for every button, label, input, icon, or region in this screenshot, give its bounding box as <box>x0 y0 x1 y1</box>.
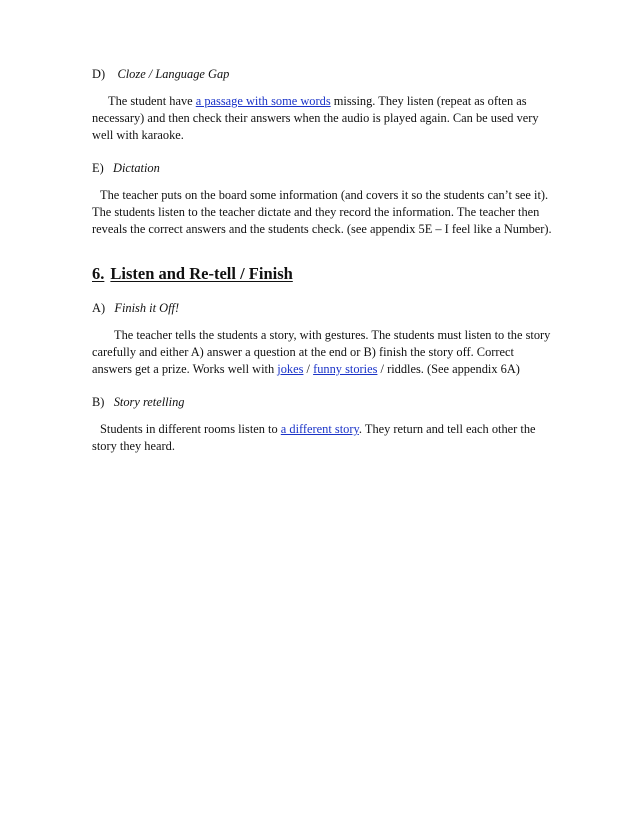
item-e-text: The teacher puts on the board some information (and covers it so the students can’t see it). The students listen to the teacher dictate and they record the information. The teacher then reveals the correct answers and the students check. (see appendix 5E – I feel like a Number). <box>92 188 552 236</box>
item-d-text-after: missing. They listen (repeat as often as necessary) and then check their answers when the audio is played again. Can be used very well with karaoke. <box>92 94 539 142</box>
item-d-paragraph <box>92 93 552 144</box>
item-d-text-before: The student have <box>108 94 196 108</box>
item-a-text-before: The teacher tells the students a story, with gestures. The students must listen to the story carefully and either A) answer a question at the end or B) finish the story off. Correct answers get a prize. Works well with <box>92 328 551 376</box>
item-b-title: Story retelling <box>113 395 185 409</box>
passage-link[interactable]: a passage with some words <box>195 94 331 108</box>
jokes-link[interactable]: jokes <box>277 362 304 376</box>
item-a-text-after: / riddles. (See appendix 6A) <box>377 362 520 376</box>
item-a-letter: A) <box>92 301 106 315</box>
item-a-title: Finish it Off! <box>114 301 180 315</box>
item-e-heading <box>92 160 552 177</box>
item-a-separator: / <box>303 362 314 376</box>
item-b-text-before: Students in different rooms listen to <box>100 422 281 436</box>
item-d-title: Cloze / Language Gap <box>117 67 230 81</box>
item-d-heading <box>92 66 552 83</box>
item-a-paragraph <box>92 327 552 378</box>
item-b-text-after: . They return and tell each other the story they heard. <box>92 422 536 453</box>
item-b-paragraph <box>92 421 552 455</box>
item-e-letter: E) <box>92 161 104 175</box>
different-story-link[interactable]: a different story <box>280 422 359 436</box>
section-6-title: Listen and Re-tell / Finish <box>110 264 293 283</box>
item-a-heading <box>92 300 552 317</box>
item-b-heading <box>92 394 552 411</box>
section-6-number: 6. <box>92 264 105 283</box>
item-e-paragraph <box>92 187 552 238</box>
item-e-title: Dictation <box>113 161 160 175</box>
document-body <box>92 66 552 455</box>
item-b-letter: B) <box>92 395 105 409</box>
item-d-letter: D) <box>92 67 106 81</box>
section-6-heading <box>92 264 552 284</box>
funny-stories-link[interactable]: funny stories <box>313 362 378 376</box>
